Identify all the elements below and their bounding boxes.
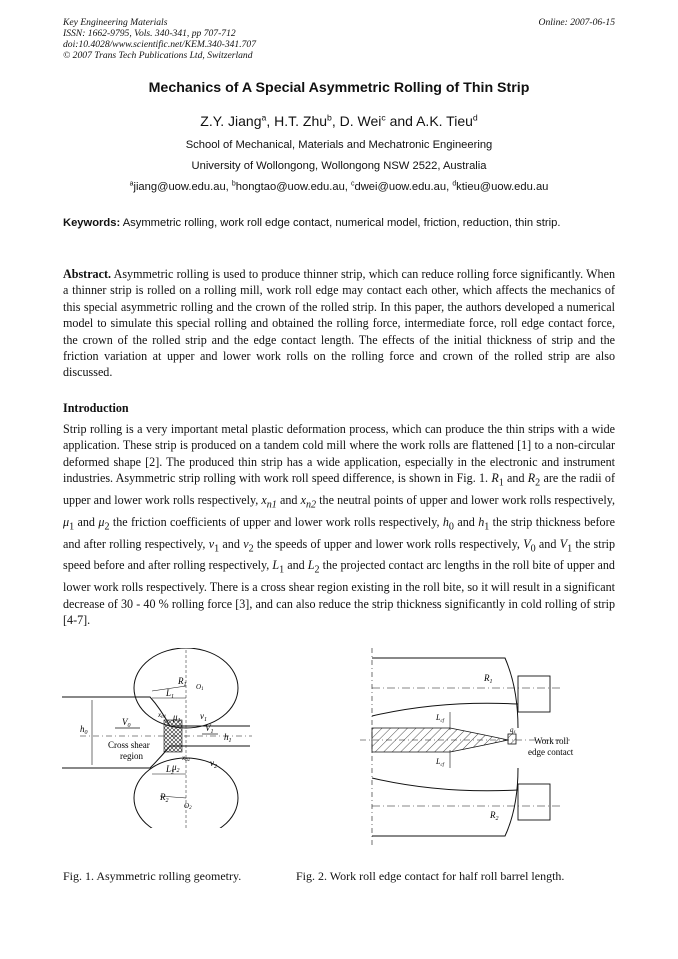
symbol-sub: n2 bbox=[305, 499, 317, 511]
symbol-xn1: x bbox=[261, 493, 267, 508]
symbol-h1: h bbox=[478, 514, 485, 529]
symbol-mu1: μ bbox=[63, 514, 70, 529]
email-mark: b bbox=[231, 180, 236, 188]
upper-roll-outline bbox=[372, 658, 518, 728]
intro-text: are the radii of upper and lower work rolls respectively, bbox=[63, 471, 615, 508]
label-R2: $R_2$ bbox=[490, 810, 499, 822]
symbol-sub: 2 bbox=[314, 564, 320, 576]
intro-text: and bbox=[453, 514, 479, 529]
copyright-line: © 2007 Trans Tech Publications Ltd, Switzerland bbox=[63, 50, 253, 61]
symbol-sub: 1 bbox=[498, 477, 504, 489]
symbol-sub: 1 bbox=[567, 543, 573, 555]
figure-2-work-roll-edge-contact bbox=[360, 648, 590, 848]
intro-text: the friction coefficients of upper and lower work rolls respectively, bbox=[109, 514, 443, 529]
author-separator: , bbox=[266, 113, 275, 129]
introduction-paragraph bbox=[63, 421, 615, 629]
email-link[interactable]: jiang@uow.edu.au, bbox=[133, 181, 232, 193]
affiliation-emails bbox=[0, 181, 678, 193]
strip-outline bbox=[62, 697, 250, 768]
figure-1-caption: Fig. 1. Asymmetric rolling geometry. bbox=[63, 869, 242, 883]
symbol-L2: L bbox=[307, 558, 315, 573]
symbol-sub: 1 bbox=[69, 521, 75, 533]
intro-text: and bbox=[503, 471, 528, 486]
intro-text: and bbox=[276, 493, 301, 508]
intro-text: and bbox=[219, 536, 244, 551]
label-V0: $V_0$ bbox=[122, 717, 131, 729]
label-R2: $R_2$ bbox=[160, 792, 169, 804]
doi-line: doi:10.4028/www.scientific.net/KEM.340-341.707 bbox=[63, 39, 257, 50]
email-link[interactable]: hongtao@uow.edu.au, bbox=[235, 181, 352, 193]
label-L2: $L_2$ bbox=[166, 764, 175, 776]
label-mu2: $\mu_2$ bbox=[172, 762, 180, 774]
symbol-sub: 1 bbox=[279, 564, 285, 576]
intro-text: the projected contact arc lengths in the roll bite of upper and lower work rolls respectively. There is a cross shear region existing in the roll bite, so it will result in a significant decrease of 30 - 40 % rolling force [3], and can also reduce the strip thickness significantly in cold rolling of strip [4-7]. bbox=[63, 558, 615, 628]
label-R1: $R_1$ bbox=[484, 673, 493, 685]
journal-name: Key Engineering Materials bbox=[63, 17, 168, 28]
symbol-sub: 1 bbox=[214, 543, 220, 555]
upper-roll-neck bbox=[518, 676, 550, 712]
author-mark: b bbox=[327, 112, 332, 123]
label-Lcf-lower: $L_{cf}$ bbox=[436, 757, 445, 768]
author-name: A.K. Tieu bbox=[416, 113, 473, 129]
email-mark: d bbox=[452, 180, 457, 188]
symbol-sub: 1 bbox=[484, 521, 490, 533]
author-name: H.T. Zhu bbox=[274, 113, 328, 129]
intro-text: the speeds of upper and lower work rolls respectively, bbox=[253, 536, 524, 551]
email-link[interactable]: dwei@uow.edu.au, bbox=[354, 181, 453, 193]
symbol-sub: 0 bbox=[448, 521, 454, 533]
figure-2-diagram bbox=[360, 648, 590, 848]
symbol-V0: V bbox=[523, 536, 531, 551]
intro-text: and bbox=[284, 558, 308, 573]
label-h0: $h_0$ bbox=[80, 724, 88, 736]
affiliation-school: School of Mechanical, Materials and Mechatronic Engineering bbox=[185, 139, 493, 151]
intro-text: and bbox=[535, 536, 560, 551]
intro-text: the strip thickness before and after rolling respectively, bbox=[63, 514, 615, 551]
lower-roll-outline bbox=[372, 768, 518, 836]
symbol-R2: R bbox=[527, 471, 536, 486]
label-L1: $L_1$ bbox=[166, 688, 175, 700]
author-separator: and bbox=[385, 113, 417, 129]
edge-contact-marker bbox=[508, 734, 516, 744]
label-O2: O2 bbox=[184, 802, 192, 811]
cross-shear-region-hatch bbox=[164, 720, 182, 752]
intro-text: the strip speed before and after rolling respectively, bbox=[63, 536, 616, 573]
paper-title: Mechanics of A Special Asymmetric Rolling of Thin Strip bbox=[148, 80, 530, 96]
label-Lcf-upper: $L_{cf}$ bbox=[436, 713, 445, 724]
label-O1: O1 bbox=[196, 683, 204, 692]
symbol-L1: L bbox=[272, 558, 280, 573]
symbol-V1: V bbox=[559, 536, 568, 551]
label-V1: $V_1$ bbox=[205, 723, 214, 735]
symbol-mu2: μ bbox=[98, 514, 105, 529]
journal-header bbox=[63, 17, 615, 61]
author-mark: d bbox=[472, 112, 478, 123]
label-xn2: xn2 bbox=[182, 754, 191, 763]
lower-roll-neck bbox=[518, 784, 550, 820]
abstract bbox=[63, 266, 615, 381]
symbol-R1: R bbox=[491, 471, 499, 486]
symbol-sub: 2 bbox=[248, 543, 254, 555]
label-R1: $R_1$ bbox=[178, 676, 187, 688]
symbol-sub: n1 bbox=[266, 499, 277, 511]
label-v2: $v_2$ bbox=[210, 758, 217, 770]
label-xn1: xn1 bbox=[158, 711, 167, 720]
label-edge-contact: edge contact bbox=[528, 747, 574, 757]
keywords bbox=[63, 216, 615, 231]
symbol-h0: h bbox=[442, 514, 449, 529]
figure-1-diagram bbox=[60, 648, 260, 828]
figure-2-caption: Fig. 2. Work roll edge contact for half roll barrel length. bbox=[296, 869, 565, 883]
author-list bbox=[0, 113, 678, 129]
label-v1: $v_1$ bbox=[200, 711, 207, 723]
label-work-roll: Work roll bbox=[534, 736, 569, 746]
label-h1: $h_1$ bbox=[224, 732, 232, 744]
symbol-sub: 0 bbox=[530, 543, 536, 555]
author-name: Z.Y. Jiang bbox=[200, 113, 262, 129]
label-region: region bbox=[120, 751, 143, 761]
symbol-v1: v bbox=[208, 536, 215, 551]
online-date: Online: 2007-06-15 bbox=[538, 17, 615, 28]
symbol-xn2: x bbox=[300, 493, 306, 508]
intro-text: the neutral points of upper and lower work rolls respectively, bbox=[316, 493, 615, 508]
label-qs: qs bbox=[510, 726, 516, 735]
symbol-v2: v bbox=[243, 536, 249, 551]
label-mu1: $\mu_1$ bbox=[173, 712, 181, 724]
author-name: D. Wei bbox=[339, 113, 382, 129]
abstract-text: Asymmetric rolling is used to produce thinner strip, which can reduce rolling force significantly. When a thinner strip is rolled on a rolling mill, work roll edge may contact each other, which affects the mechanics of this special asymmetric rolling and the crown of the rolled strip. In this paper, the authors developed a numerical model to simulate this special rolling and obtained the rolling force, intermediate force, roll edge contact force, the crown of the rolled strip and the edge contact length. The effects of the initial thickness of strip and the friction variation at upper and lower work rolls on the rolling force and crown of the rolled strip are also discussed. bbox=[63, 267, 616, 380]
email-link[interactable]: ktieu@uow.edu.au bbox=[456, 181, 549, 193]
author-mark: a bbox=[261, 112, 267, 123]
intro-text: Strip rolling is a very important metal plastic deformation process, which can produce the thin strips with a wide application. These strip is produced on a tandem cold mill where the work rolls are flattened [1] to a non-circular deformed shape [2]. The produced thin strip has a wide application, especially in the electronic and instrument industries. Asymmetric strip rolling with work roll speed difference, is shown in Fig. 1. bbox=[63, 422, 615, 486]
symbol-sub: 2 bbox=[104, 521, 110, 533]
email-mark: c bbox=[351, 180, 355, 188]
issn-line: ISSN: 1662-9795, Vols. 340-341, pp 707-712 bbox=[63, 28, 236, 39]
abstract-label: Abstract. bbox=[63, 267, 112, 281]
intro-text: and bbox=[74, 514, 99, 529]
author-separator: , bbox=[331, 113, 340, 129]
email-mark: a bbox=[129, 180, 134, 188]
figure-1-asymmetric-rolling-geometry bbox=[60, 648, 260, 828]
symbol-sub: 2 bbox=[535, 477, 541, 489]
keywords-text: Asymmetric rolling, work roll edge contact, numerical model, friction, reduction, thin strip. bbox=[122, 217, 561, 229]
affiliation-university: University of Wollongong, Wollongong NSW 2522, Australia bbox=[191, 160, 487, 172]
section-heading-introduction: Introduction bbox=[63, 401, 129, 415]
author-mark: c bbox=[381, 112, 386, 123]
keywords-label: Keywords: bbox=[63, 217, 121, 229]
label-cross-shear: Cross shear bbox=[108, 740, 150, 750]
